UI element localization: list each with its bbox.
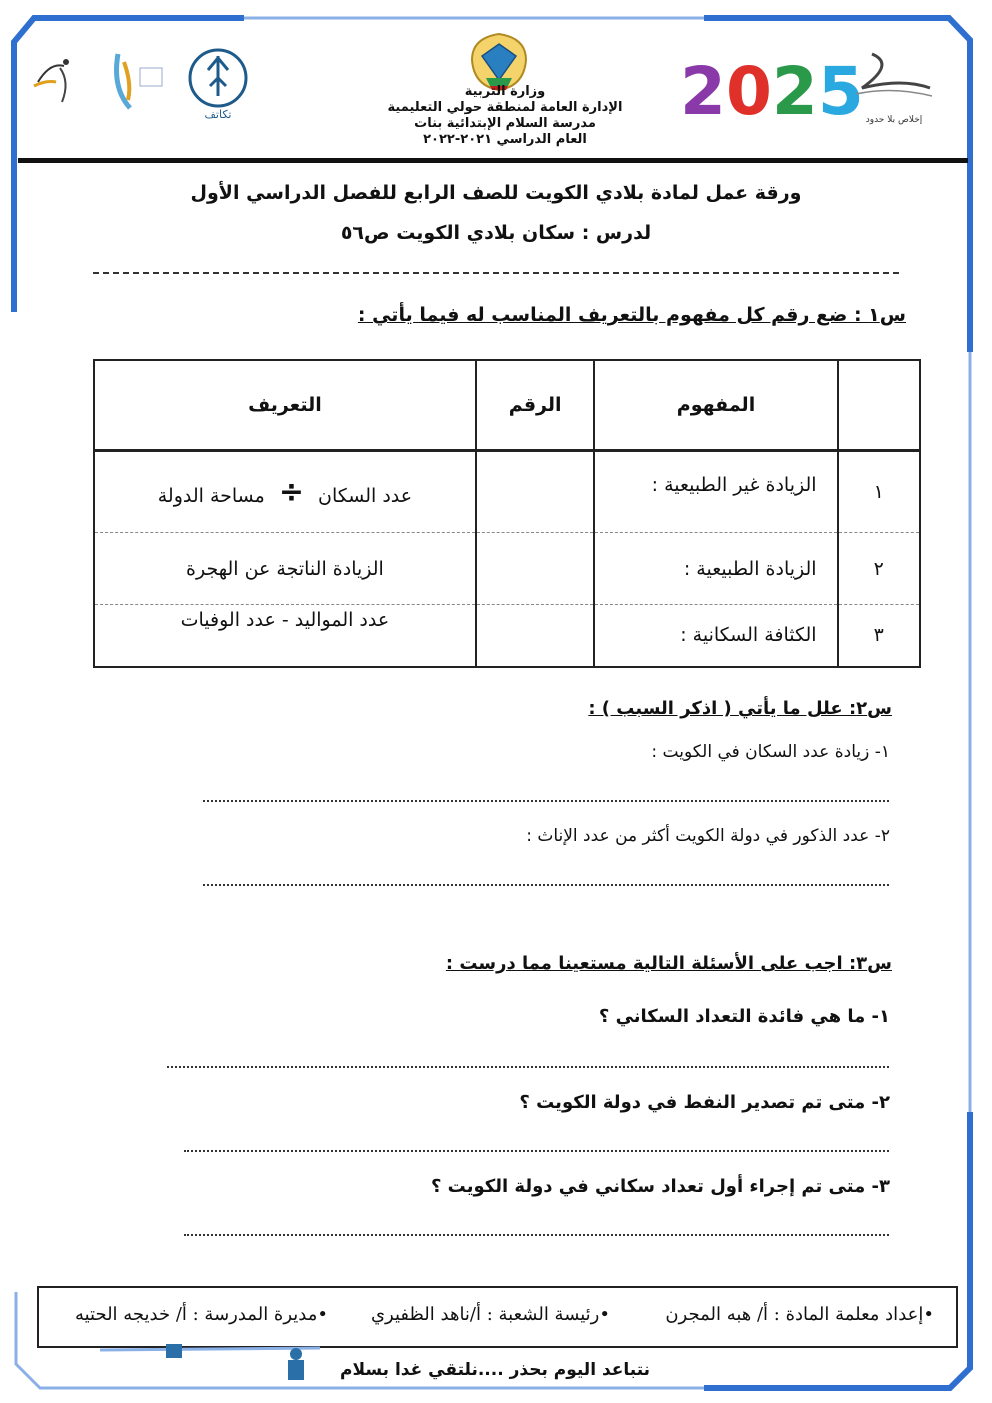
school-wave-logo: [842, 48, 938, 128]
kuwait-emblem: [466, 30, 532, 92]
teacher-name: •إعداد معلمة المادة : أ/ هبه المجرن: [665, 1304, 934, 1325]
school-year: العام الدراسي ٢٠٢١-٢٠٢٢: [423, 132, 587, 147]
header-index: [838, 360, 920, 451]
answer-line[interactable]: [203, 800, 889, 802]
q2-item-2: ٢- عدد الذكور في دولة الكويت أكثر من عدد الإناث :: [526, 826, 890, 846]
school-name: مدرسة السلام الإبتدائية بنات: [414, 116, 596, 131]
division-icon: ÷: [278, 474, 304, 510]
q2-prompt: س٢: علل ما يأتي ( اذكر السبب ) :: [588, 698, 892, 719]
right-logo-text: إخلاص بلا حدود: [865, 115, 923, 125]
q3-item-1: ١- ما هي فائدة التعداد السكاني ؟: [598, 1006, 890, 1027]
department-head: •رئيسة الشعبة : أ/ناهد الظفيري: [370, 1304, 610, 1325]
answer-cell[interactable]: [476, 533, 595, 605]
q3-prompt: س٣: اجب على الأسئلة التالية مستعينا مما درست :: [445, 953, 892, 974]
directorate-name: الإدارة العامة لمنطقة حولي التعليمية: [387, 100, 623, 115]
concept-cell: الزيادة غير الطبيعية :: [594, 451, 837, 533]
definition-cell: عدد المواليد - عدد الوفيات: [94, 605, 476, 667]
school-badge-logo: [110, 48, 166, 114]
definition-text: عدد السكان: [318, 484, 413, 507]
definition-text: مساحة الدولة: [157, 484, 265, 507]
row-number: ٢: [838, 533, 920, 605]
header-concept: المفهوم: [594, 360, 837, 451]
signature-box: [37, 1286, 958, 1348]
concept-cell: الكثافة السكانية :: [594, 605, 837, 667]
header-rule: [18, 158, 968, 163]
takatuf-text: تكاتف: [204, 108, 232, 121]
answer-line[interactable]: [184, 1150, 889, 1152]
row-number: ١: [838, 451, 920, 533]
answer-line[interactable]: [167, 1066, 889, 1068]
q3-item-3: ٣- متى تم إجراء أول تعداد سكاني في دولة الكويت ؟: [430, 1176, 890, 1197]
q3-item-2: ٢- متى تم تصدير النفط في دولة الكويت ؟: [519, 1092, 890, 1113]
takatuf-logo: [186, 46, 250, 122]
svg-text:2025: 2025: [680, 53, 864, 130]
answer-line[interactable]: [203, 884, 889, 886]
principal-name: •مديرة المدرسة : أ/ خديجه الحتيه: [74, 1304, 328, 1325]
q1-prompt: س١ : ضع رقم كل مفهوم بالتعريف المناسب له فيما يأتي :: [357, 304, 906, 326]
definition-cell: الزيادة الناتجة عن الهجرة: [94, 533, 476, 605]
ministry-name: وزارة التربية: [464, 84, 546, 99]
school-header: [370, 84, 640, 148]
worksheet-title: ورقة عمل لمادة بلادي الكويت للصف الرابع للفصل الدراسي الأول: [190, 182, 802, 204]
header-number: الرقم: [476, 360, 595, 451]
definition-cell: [94, 451, 476, 533]
header-definition: التعريف: [94, 360, 476, 451]
answer-cell[interactable]: [476, 451, 595, 533]
vision-2025-logo: [680, 52, 864, 130]
matching-table: [93, 359, 921, 668]
answer-line[interactable]: [184, 1234, 889, 1236]
runner-logo: [30, 52, 76, 112]
title-divider: [93, 272, 899, 274]
slogan: نتباعد اليوم بحذر ....نلتقي غدا بسلام: [340, 1360, 651, 1380]
lesson-title: لدرس : سكان بلادي الكويت ص٥٦: [340, 222, 652, 244]
answer-cell[interactable]: [476, 605, 595, 667]
row-number: ٣: [838, 605, 920, 667]
distancing-figures-icon: [100, 1344, 320, 1384]
q2-item-1: ١- زيادة عدد السكان في الكويت :: [651, 742, 890, 762]
concept-cell: الزيادة الطبيعية :: [594, 533, 837, 605]
